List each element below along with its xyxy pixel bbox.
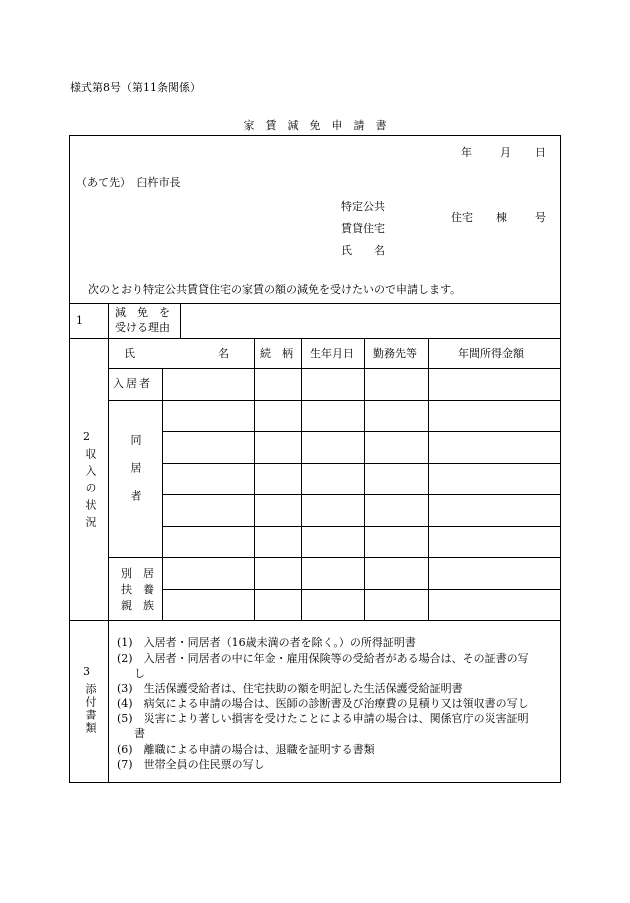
section2-col-work [364, 338, 365, 620]
section1-divider-2 [180, 303, 181, 338]
section1-top-line [69, 303, 561, 304]
name-label: 氏 名 [341, 244, 385, 257]
header-relation: 続 柄 [260, 347, 293, 360]
section3-label: 添付書類 [84, 683, 97, 735]
section2-row-line [162, 589, 561, 590]
section3-number: 3 [83, 665, 90, 678]
building-label: 棟 [496, 211, 507, 224]
attachment-item: (5) 災害により著しい損害を受けたことによる申請の場合は、関係官庁の災害証明 [117, 712, 529, 725]
date-month: 月 [500, 146, 511, 159]
form-number: 様式第8号（第11条関係） [70, 81, 201, 94]
attachment-item: (4) 病気による申請の場合は、医師の診断書及び治療費の見積り又は領収書の写し [117, 697, 529, 710]
section1-bottom-line [69, 338, 561, 339]
housing-label-2: 賃貸住宅 [341, 222, 385, 235]
section2-col-birth [301, 338, 302, 620]
section2-row-line [162, 431, 561, 432]
section2-col-relation [254, 338, 255, 620]
section2-row-line [162, 463, 561, 464]
section1-number: 1 [76, 314, 83, 327]
frame-left [69, 135, 70, 783]
cohabitant-label: 同居者 [129, 434, 142, 518]
date-year: 年 [461, 146, 472, 159]
house-label: 住宅 [451, 211, 473, 224]
section-label-column-line [108, 338, 109, 783]
frame-top [69, 135, 561, 136]
section1-divider-1 [108, 303, 109, 338]
separate-family-label-2: 扶 養 [121, 583, 154, 596]
section2-bottom-line [69, 620, 561, 621]
section2-row-line [162, 494, 561, 495]
attachment-item: (2) 入居者・同居者の中に年金・雇用保険等の受給者がある場合は、その証書の写 [117, 652, 529, 665]
attachment-item: (6) 離職による申請の場合は、退職を証明する書類 [117, 743, 375, 756]
section2-row-line [162, 526, 561, 527]
housing-label-1: 特定公共 [341, 200, 385, 213]
attachment-item: (7) 世帯全員の住民票の写し [117, 758, 265, 771]
section2-cohabitant-end-line [108, 557, 561, 558]
section1-label-line1: 減 免 を [115, 306, 170, 319]
document-title: 家 賃 減 免 申 請 書 [243, 119, 387, 132]
section1-label-line2: 受ける理由 [115, 321, 170, 334]
frame-right [560, 135, 561, 783]
section2-label: 収入の状況 [84, 448, 97, 533]
header-birthdate: 生年月日 [310, 347, 354, 360]
section2-header-line [108, 368, 561, 369]
header-workplace: 勤務先等 [373, 347, 417, 360]
separate-family-label-1: 別 居 [121, 567, 154, 580]
header-name-first: 氏 [124, 347, 135, 360]
section2-resident-line [108, 400, 561, 401]
section2-col-income [428, 338, 429, 620]
number-label: 号 [535, 211, 546, 224]
frame-bottom [69, 782, 561, 783]
attachment-item-continuation: 書 [134, 727, 145, 740]
header-annual-income: 年間所得金額 [458, 347, 524, 360]
application-statement: 次のとおり特定公共賃貸住宅の家賃の額の減免を受けたいので申請します。 [88, 283, 462, 296]
date-day: 日 [535, 146, 546, 159]
header-name-last: 名 [218, 347, 229, 360]
attachment-item-continuation: し [134, 667, 145, 680]
attachment-item: (3) 生活保護受給者は、住宅扶助の額を明記した生活保護受給証明書 [117, 682, 463, 695]
section2-number: 2 [83, 430, 90, 443]
attachment-item: (1) 入居者・同居者（16歳未満の者を除く。）の所得証明書 [117, 636, 416, 649]
separate-family-label-3: 親 族 [121, 599, 154, 612]
addressee: （あて先） 臼杵市長 [76, 176, 181, 189]
resident-label: 入居者 [113, 377, 152, 390]
